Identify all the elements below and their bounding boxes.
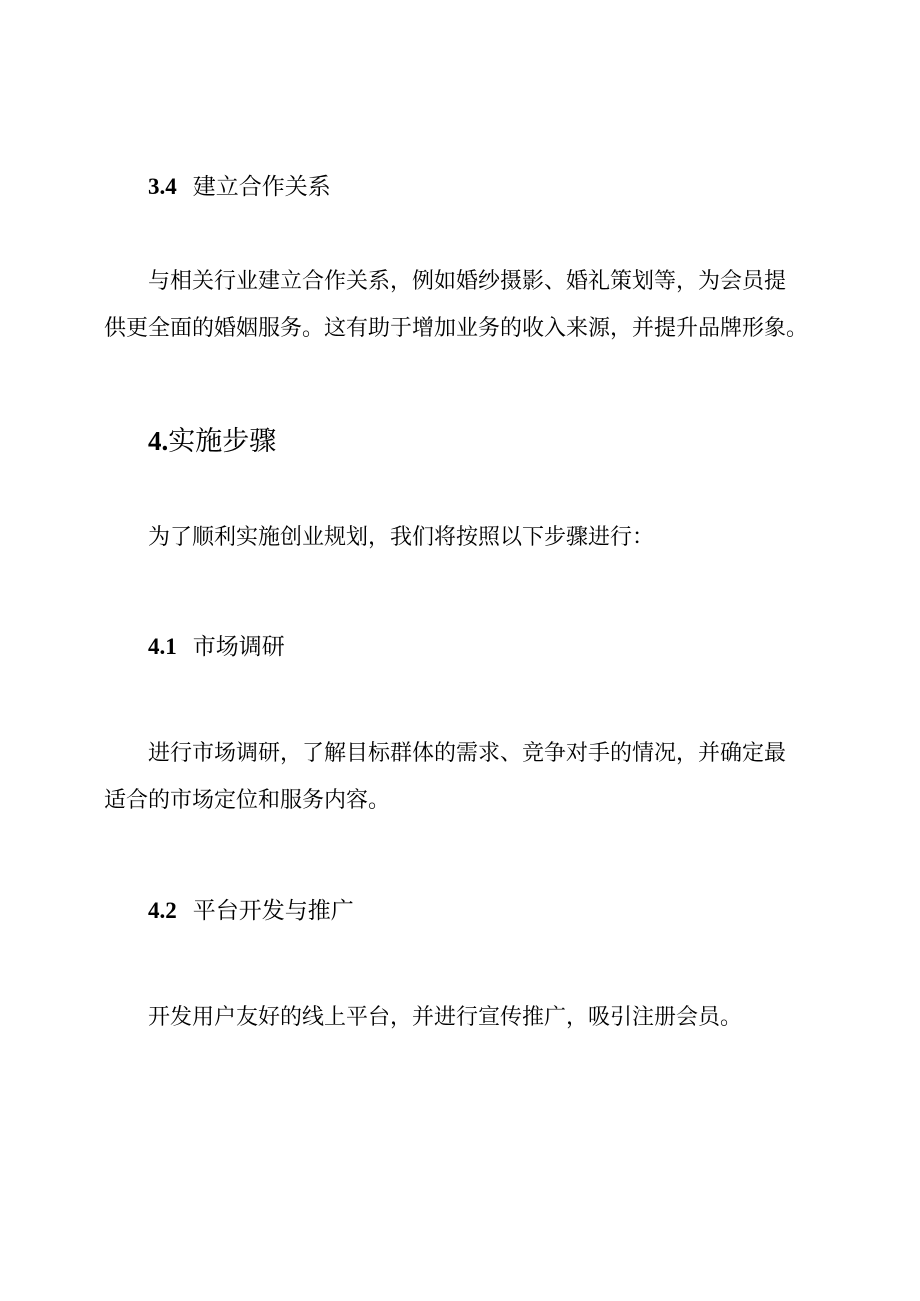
- paragraph-line: 供更全面的婚姻服务。这有助于增加业务的收入来源，并提升品牌形象。: [104, 316, 809, 341]
- paragraph-line: 与相关行业建立合作关系，例如婚纱摄影、婚礼策划等，为会员提: [148, 269, 787, 294]
- section-number: 4.: [148, 426, 169, 456]
- section-title: 实施步骤: [168, 426, 277, 457]
- paragraph-line: 适合的市场定位和服务内容。: [104, 788, 391, 813]
- section-3-4-paragraph: [104, 258, 820, 352]
- section-4-2-heading: [148, 896, 354, 926]
- paragraph-line: 进行市场调研，了解目标群体的需求、竞争对手的情况，并确定最: [148, 741, 787, 766]
- section-4-2-paragraph: 开发用户友好的线上平台，并进行宣传推广，吸引注册会员。: [148, 1005, 743, 1030]
- section-4-intro-paragraph: 为了顺利实施创业规划，我们将按照以下步骤进行：: [148, 525, 655, 550]
- section-4-heading: [148, 424, 276, 459]
- section-4-1-heading: [148, 632, 285, 662]
- section-title: 平台开发与推广: [192, 898, 354, 924]
- section-number: 4.1: [148, 634, 177, 659]
- section-4-1-paragraph: [104, 730, 820, 824]
- section-3-4-heading: [148, 172, 331, 202]
- section-number: 3.4: [148, 174, 177, 199]
- section-title: 市场调研: [192, 634, 285, 660]
- section-number: 4.2: [148, 898, 177, 923]
- section-title: 建立合作关系: [192, 174, 331, 200]
